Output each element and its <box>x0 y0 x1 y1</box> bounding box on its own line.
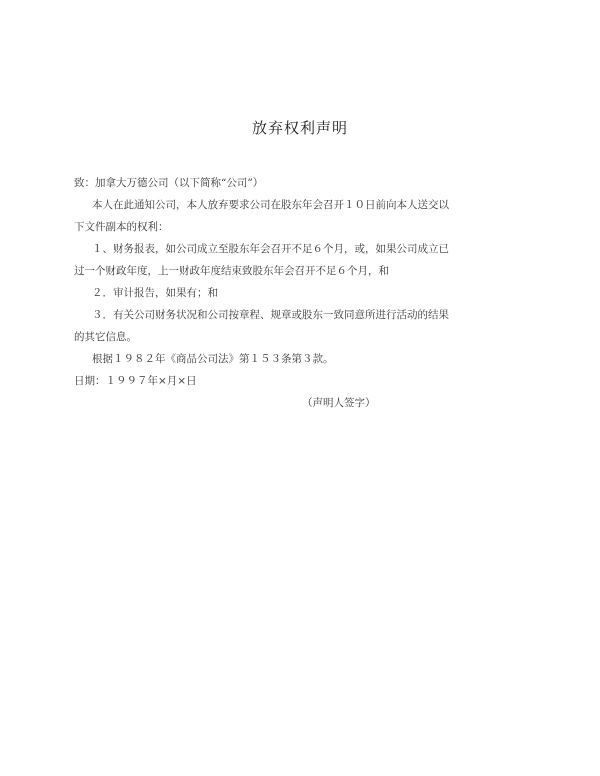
item1-line1: １、财务报表，如公司成立至股东年会召开不足６个月，或，如果公司成立已 <box>92 243 449 255</box>
paragraph1-line2: 下文件副本的权利： <box>74 221 169 233</box>
signature-line: （声明人签字） <box>302 397 376 409</box>
legal-basis-line: 根据１９８２年《商品公司法》第１５３条第３款。 <box>92 353 334 365</box>
salutation-line: 致：加拿大万德公司（以下简称“公司”） <box>74 177 264 189</box>
item2-line: ２．审计报告，如果有；和 <box>92 287 218 299</box>
item1-line2: 过一个财政年度，上一财政年度结束致股东年会召开不足６个月，和 <box>74 265 389 277</box>
item3-line1: ３．有关公司财务状况和公司按章程、规章或股东一致同意所进行活动的结果 <box>92 309 449 321</box>
item3-line2: 的其它信息。 <box>74 331 137 343</box>
document-title: 放弃权利声明 <box>251 119 348 137</box>
paragraph1-line1: 本人在此通知公司，本人放弃要求公司在股东年会召开１０日前向本人送交以 <box>92 199 449 211</box>
date-line: 日期：１９９７年×月×日 <box>74 375 197 387</box>
